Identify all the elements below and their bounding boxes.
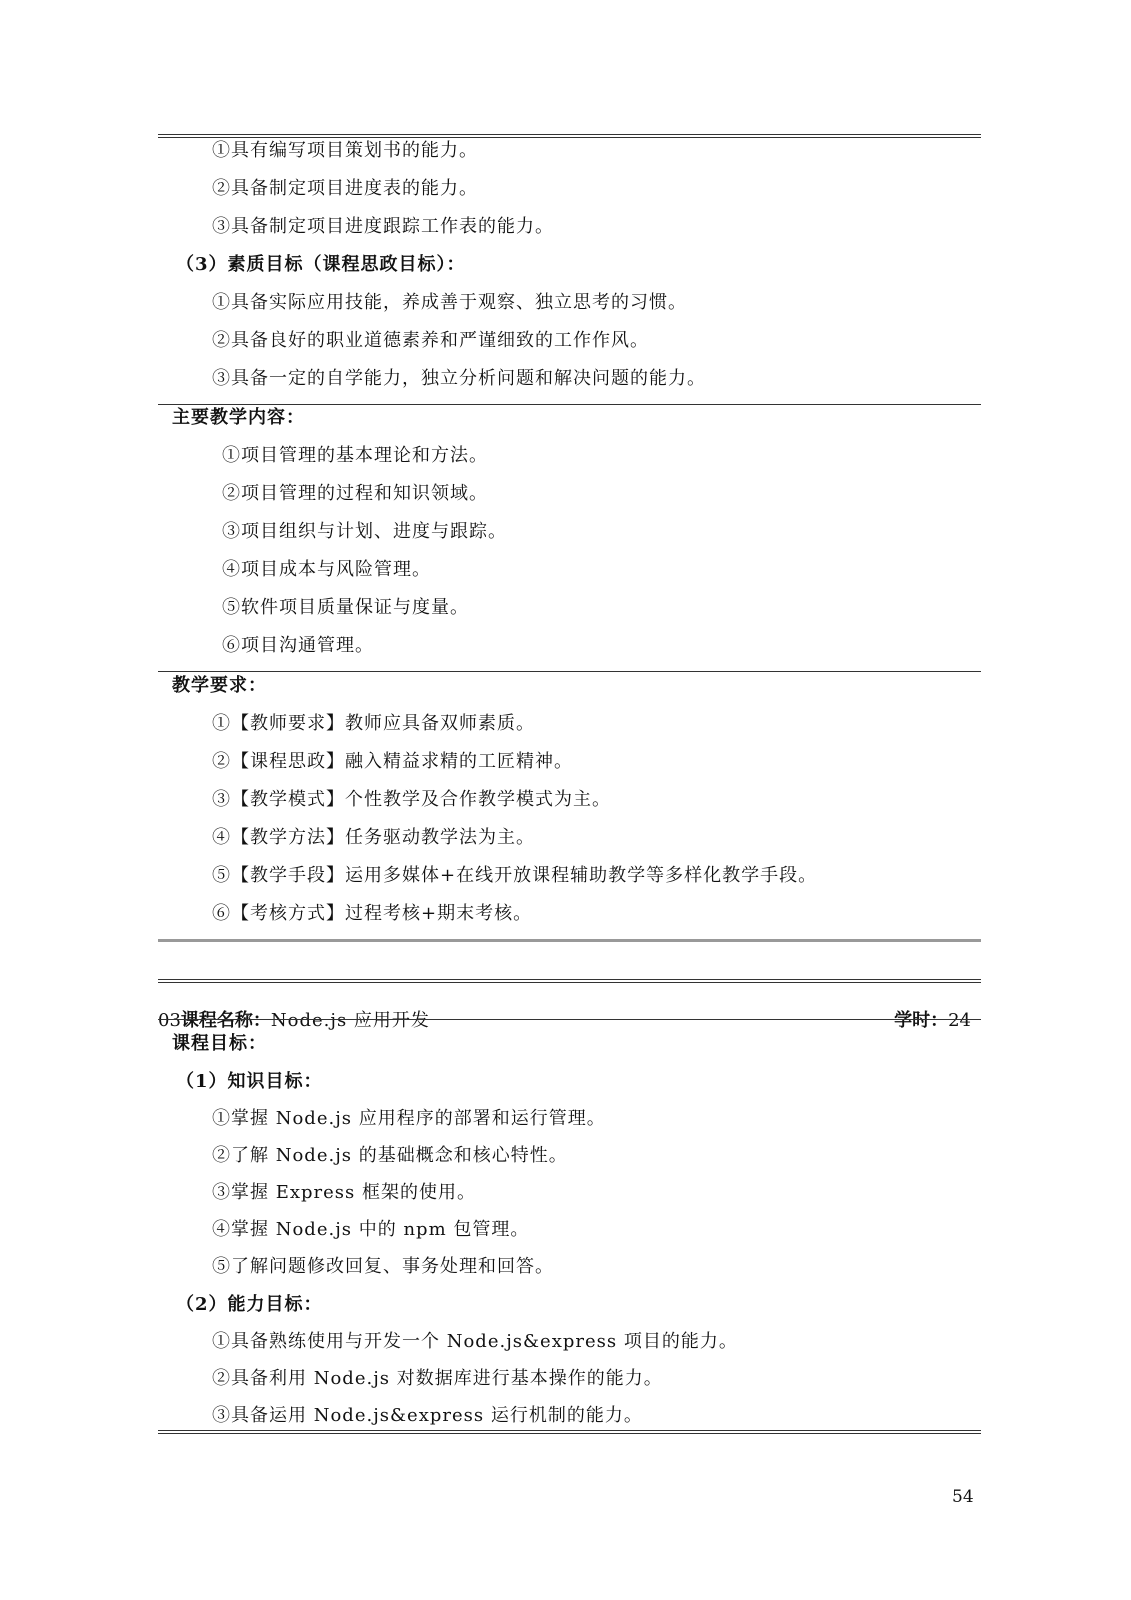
course-name-label: 课程名称： <box>180 1010 271 1031</box>
course-hours-label: 学时： <box>894 1010 949 1031</box>
requirement-item: ⑤【教学手段】运用多媒体+在线开放课程辅助教学等多样化教学手段。 <box>212 865 818 886</box>
knowledge-item: ③掌握 Express 框架的使用。 <box>212 1182 476 1203</box>
section-divider <box>158 671 981 672</box>
knowledge-goal-heading: （1）知识目标： <box>176 1071 323 1092</box>
requirements-heading: 教学要求： <box>172 675 267 696</box>
content-item: ③项目组织与计划、进度与跟踪。 <box>222 521 507 542</box>
requirement-item: ④【教学方法】任务驱动教学法为主。 <box>212 827 535 848</box>
ability-item: ①具有编写项目策划书的能力。 <box>212 140 478 161</box>
knowledge-item: ②了解 Node.js 的基础概念和核心特性。 <box>212 1145 568 1166</box>
table-bottom-rule <box>158 1430 981 1434</box>
content-item: ④项目成本与风险管理。 <box>222 559 431 580</box>
table-top-rule <box>158 979 981 983</box>
table-top-rule <box>158 134 981 138</box>
course-name-value: Node.js 应用开发 <box>270 1010 430 1031</box>
ability-item: ③具备制定项目进度跟踪工作表的能力。 <box>212 216 554 237</box>
knowledge-item: ⑤了解问题修改回复、事务处理和回答。 <box>212 1256 554 1277</box>
content-item: ⑤软件项目质量保证与度量。 <box>222 597 469 618</box>
ability-item: ②具备制定项目进度表的能力。 <box>212 178 478 199</box>
content-item: ⑥项目沟通管理。 <box>222 635 374 656</box>
ability-item: ②具备利用 Node.js 对数据库进行基本操作的能力。 <box>212 1368 663 1389</box>
requirement-item: ②【课程思政】融入精益求精的工匠精神。 <box>212 751 573 772</box>
ability-item: ①具备熟练使用与开发一个 Node.js&express 项目的能力。 <box>212 1331 738 1352</box>
knowledge-item: ①掌握 Node.js 应用程序的部署和运行管理。 <box>212 1108 606 1129</box>
requirement-item: ①【教师要求】教师应具备双师素质。 <box>212 713 535 734</box>
knowledge-item: ④掌握 Node.js 中的 npm 包管理。 <box>212 1219 530 1240</box>
content-item: ②项目管理的过程和知识领域。 <box>222 483 488 504</box>
course-header-row <box>158 1009 981 1033</box>
content-item: ①项目管理的基本理论和方法。 <box>222 445 488 466</box>
content-heading: 主要教学内容： <box>172 407 305 428</box>
course-hours-value: 24 <box>948 1010 971 1031</box>
quality-goal-heading: （3）素质目标（课程思政目标）： <box>176 254 466 275</box>
ability-goal-heading: （2）能力目标： <box>176 1294 323 1315</box>
ability-item: ③具备运用 Node.js&express 运行机制的能力。 <box>212 1405 643 1426</box>
course-goals-heading: 课程目标： <box>172 1033 267 1054</box>
section-divider <box>158 404 981 405</box>
requirement-item: ⑥【考核方式】过程考核+期末考核。 <box>212 903 533 924</box>
table-bottom-rule <box>158 939 981 942</box>
quality-item: ②具备良好的职业道德素养和严谨细致的工作作风。 <box>212 330 649 351</box>
page-number: 54 <box>952 1487 974 1507</box>
course-number: 03 <box>158 1010 181 1031</box>
course-name-cell <box>158 1009 430 1033</box>
requirement-item: ③【教学模式】个性教学及合作教学模式为主。 <box>212 789 611 810</box>
quality-item: ③具备一定的自学能力，独立分析问题和解决问题的能力。 <box>212 368 706 389</box>
course-hours-cell <box>894 1009 971 1033</box>
quality-item: ①具备实际应用技能，养成善于观察、独立思考的习惯。 <box>212 292 687 313</box>
section-divider <box>158 1019 981 1020</box>
